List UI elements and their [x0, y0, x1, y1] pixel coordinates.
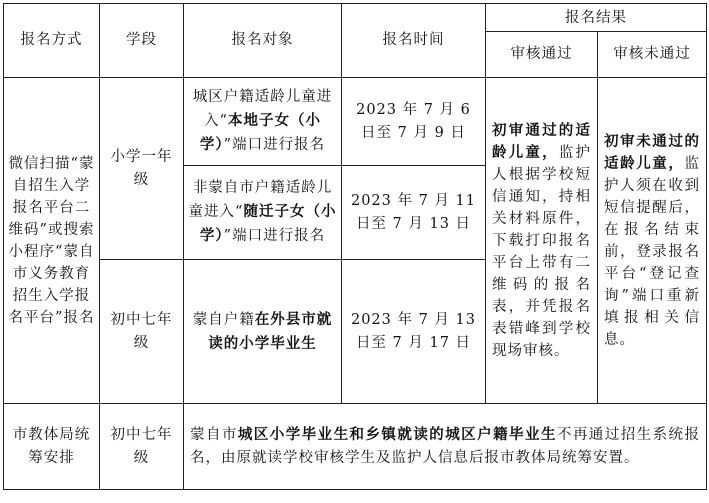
fail-rest: 监护人须在收到短信提醒后，在报名结束前，登录报名平台“登记查询”端口重新填报相关信息。 — [604, 155, 700, 348]
header-method: 报名方式 — [4, 4, 100, 78]
primary-target-2-bold: 随迁子女（小学） — [199, 203, 337, 244]
header-result: 报名结果 — [486, 4, 707, 32]
header-time: 报名时间 — [342, 4, 486, 78]
middle-target-pre: 蒙自户籍 — [192, 311, 255, 328]
pass-bold: 初审通过的适龄儿童， — [492, 121, 591, 161]
coord-stage: 初中七年级 — [100, 404, 184, 490]
coord-text-post: 不再通过招生系统报名，由原就读学校审核学生及监护人信息后报市教体局统筹安置。 — [190, 427, 701, 466]
header-target: 报名对象 — [184, 4, 342, 78]
middle-stage: 初中七年级 — [100, 260, 184, 404]
primary-stage: 小学一年级 — [100, 78, 184, 260]
header-pass: 审核通过 — [486, 32, 598, 78]
pass-rest: 监护人根据学校短信通知，持相关材料原件，下载打印报名平台上带有二维码的报名表，并凭报名表错峰到学校现场审核。 — [492, 144, 592, 359]
primary-target-1-post: ”端口进行报名 — [223, 137, 326, 153]
middle-target — [184, 260, 342, 404]
primary-target-2 — [184, 166, 342, 260]
fail-bold: 初审未通过的适龄儿童， — [604, 132, 700, 172]
primary-target-2-pre: 非蒙自市户籍适龄儿童进入“ — [188, 180, 333, 220]
coord-text — [184, 404, 707, 490]
fail-cell — [598, 78, 707, 404]
header-fail: 审核未通过 — [598, 32, 707, 78]
coord-text-bold: 城区小学毕业生和乡镇就读的城区户籍毕业生 — [237, 426, 557, 443]
primary-time-1: 2023 年 7 月 6 日至 7 月 9 日 — [342, 78, 486, 166]
method-cell: 微信扫描“蒙自招生入学报名平台二维码”或搜索小程序“蒙自市义务教育招生入学报名平台”报名 — [4, 78, 100, 404]
primary-target-2-post: ”端口进行报名 — [223, 228, 326, 244]
middle-target-bold: 在外县市就读的小学毕业生 — [208, 310, 333, 352]
middle-time: 2023 年 7 月 13 日至 7 月 17 日 — [342, 260, 486, 404]
enrollment-table — [3, 3, 707, 490]
coord-text-pre: 蒙自市 — [190, 427, 238, 443]
primary-target-1-pre: 城区户籍适龄儿童进入“ — [192, 89, 333, 129]
pass-cell — [486, 78, 598, 404]
coord-method: 市教体局统筹安排 — [4, 404, 100, 490]
primary-target-1 — [184, 78, 342, 166]
primary-target-1-bold: 本地子女（小学） — [199, 112, 321, 153]
primary-time-2: 2023 年 7 月 11 日至 7 月 13 日 — [342, 166, 486, 260]
header-stage: 学段 — [100, 4, 184, 78]
